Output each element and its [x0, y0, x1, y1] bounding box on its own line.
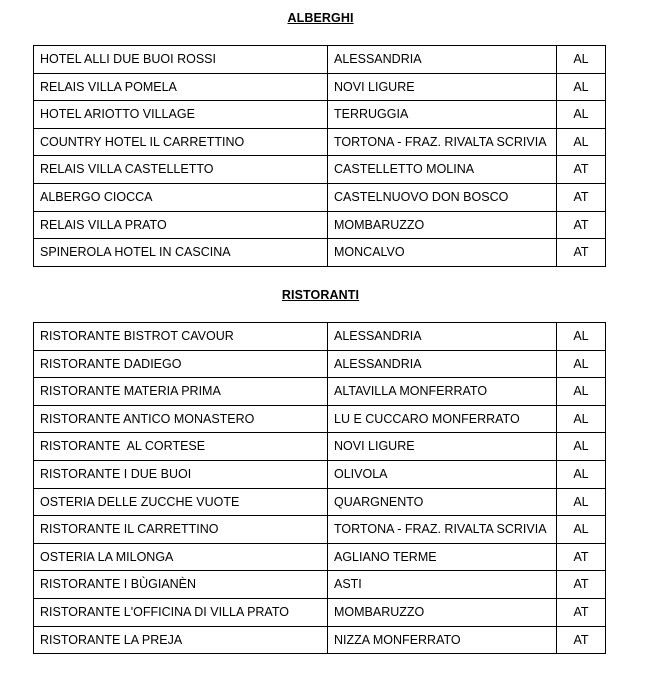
- table-row: [34, 128, 606, 156]
- hotel-city: TERRUGGIA: [328, 101, 557, 129]
- restaurant-name: RISTORANTE BISTROT CAVOUR: [34, 323, 328, 351]
- restaurant-name: OSTERIA LA MILONGA: [34, 543, 328, 571]
- restaurant-city: AGLIANO TERME: [328, 543, 557, 571]
- table-row: [34, 598, 606, 626]
- hotel-city: ALESSANDRIA: [328, 46, 557, 74]
- hotel-city: TORTONA - FRAZ. RIVALTA SCRIVIA: [328, 128, 557, 156]
- restaurant-city: NOVI LIGURE: [328, 433, 557, 461]
- section-title-alberghi: ALBERGHI: [287, 11, 354, 25]
- table-row: [34, 350, 606, 378]
- restaurant-city: LU E CUCCARO MONFERRATO: [328, 405, 557, 433]
- table-row: [34, 323, 606, 351]
- restaurant-city: NIZZA MONFERRATO: [328, 626, 557, 654]
- hotel-province: AT: [557, 239, 606, 267]
- restaurant-province: AL: [557, 488, 606, 516]
- hotel-name: HOTEL ALLI DUE BUOI ROSSI: [34, 46, 328, 74]
- restaurant-province: AL: [557, 323, 606, 351]
- table-row: [34, 405, 606, 433]
- hotel-name: HOTEL ARIOTTO VILLAGE: [34, 101, 328, 129]
- hotel-name: RELAIS VILLA CASTELLETTO: [34, 156, 328, 184]
- hotel-province: AT: [557, 156, 606, 184]
- hotel-province: AT: [557, 211, 606, 239]
- table-row: [34, 183, 606, 211]
- restaurant-city: OLIVOLA: [328, 460, 557, 488]
- restaurants-table: [33, 322, 606, 654]
- hotel-name: SPINEROLA HOTEL IN CASCINA: [34, 239, 328, 267]
- restaurant-city: MOMBARUZZO: [328, 598, 557, 626]
- table-row: [34, 101, 606, 129]
- restaurant-province: AL: [557, 433, 606, 461]
- table-row: [34, 211, 606, 239]
- restaurant-name: RISTORANTE DADIEGO: [34, 350, 328, 378]
- hotels-table: [33, 45, 606, 267]
- restaurant-name: RISTORANTE I BÙGIANÈN: [34, 571, 328, 599]
- hotel-city: MOMBARUZZO: [328, 211, 557, 239]
- restaurant-province: AL: [557, 460, 606, 488]
- restaurant-city: ALTAVILLA MONFERRATO: [328, 378, 557, 406]
- restaurant-name: RISTORANTE L'OFFICINA DI VILLA PRATO: [34, 598, 328, 626]
- hotel-name: COUNTRY HOTEL IL CARRETTINO: [34, 128, 328, 156]
- restaurant-city: ALESSANDRIA: [328, 350, 557, 378]
- hotel-province: AL: [557, 128, 606, 156]
- hotel-city: MONCALVO: [328, 239, 557, 267]
- restaurant-name: RISTORANTE ANTICO MONASTERO: [34, 405, 328, 433]
- hotel-city: CASTELNUOVO DON BOSCO: [328, 183, 557, 211]
- table-row: [34, 543, 606, 571]
- restaurant-city: ASTI: [328, 571, 557, 599]
- hotel-name: ALBERGO CIOCCA: [34, 183, 328, 211]
- restaurant-province: AT: [557, 626, 606, 654]
- table-row: [34, 516, 606, 544]
- hotel-name: RELAIS VILLA PRATO: [34, 211, 328, 239]
- restaurant-province: AL: [557, 350, 606, 378]
- restaurant-city: TORTONA - FRAZ. RIVALTA SCRIVIA: [328, 516, 557, 544]
- restaurant-city: QUARGNENTO: [328, 488, 557, 516]
- table-row: [34, 156, 606, 184]
- restaurant-province: AT: [557, 543, 606, 571]
- section-title-ristoranti: RISTORANTI: [281, 288, 360, 302]
- restaurant-province: AT: [557, 598, 606, 626]
- hotel-province: AL: [557, 101, 606, 129]
- table-row: [34, 571, 606, 599]
- restaurant-province: AL: [557, 516, 606, 544]
- hotel-city: NOVI LIGURE: [328, 73, 557, 101]
- restaurant-city: ALESSANDRIA: [328, 323, 557, 351]
- hotel-city: CASTELLETTO MOLINA: [328, 156, 557, 184]
- restaurant-province: AT: [557, 571, 606, 599]
- hotel-province: AL: [557, 46, 606, 74]
- table-row: [34, 73, 606, 101]
- restaurant-province: AL: [557, 405, 606, 433]
- restaurant-name: RISTORANTE I DUE BUOI: [34, 460, 328, 488]
- restaurant-name: RISTORANTE LA PREJA: [34, 626, 328, 654]
- hotel-province: AT: [557, 183, 606, 211]
- table-row: [34, 239, 606, 267]
- restaurant-name: OSTERIA DELLE ZUCCHE VUOTE: [34, 488, 328, 516]
- hotel-name: RELAIS VILLA POMELA: [34, 73, 328, 101]
- restaurant-name: RISTORANTE IL CARRETTINO: [34, 516, 328, 544]
- restaurant-name: RISTORANTE AL CORTESE: [34, 433, 328, 461]
- restaurant-province: AL: [557, 378, 606, 406]
- hotel-province: AL: [557, 73, 606, 101]
- table-row: [34, 488, 606, 516]
- table-row: [34, 378, 606, 406]
- table-row: [34, 626, 606, 654]
- restaurant-name: RISTORANTE MATERIA PRIMA: [34, 378, 328, 406]
- table-row: [34, 46, 606, 74]
- table-row: [34, 460, 606, 488]
- table-row: [34, 433, 606, 461]
